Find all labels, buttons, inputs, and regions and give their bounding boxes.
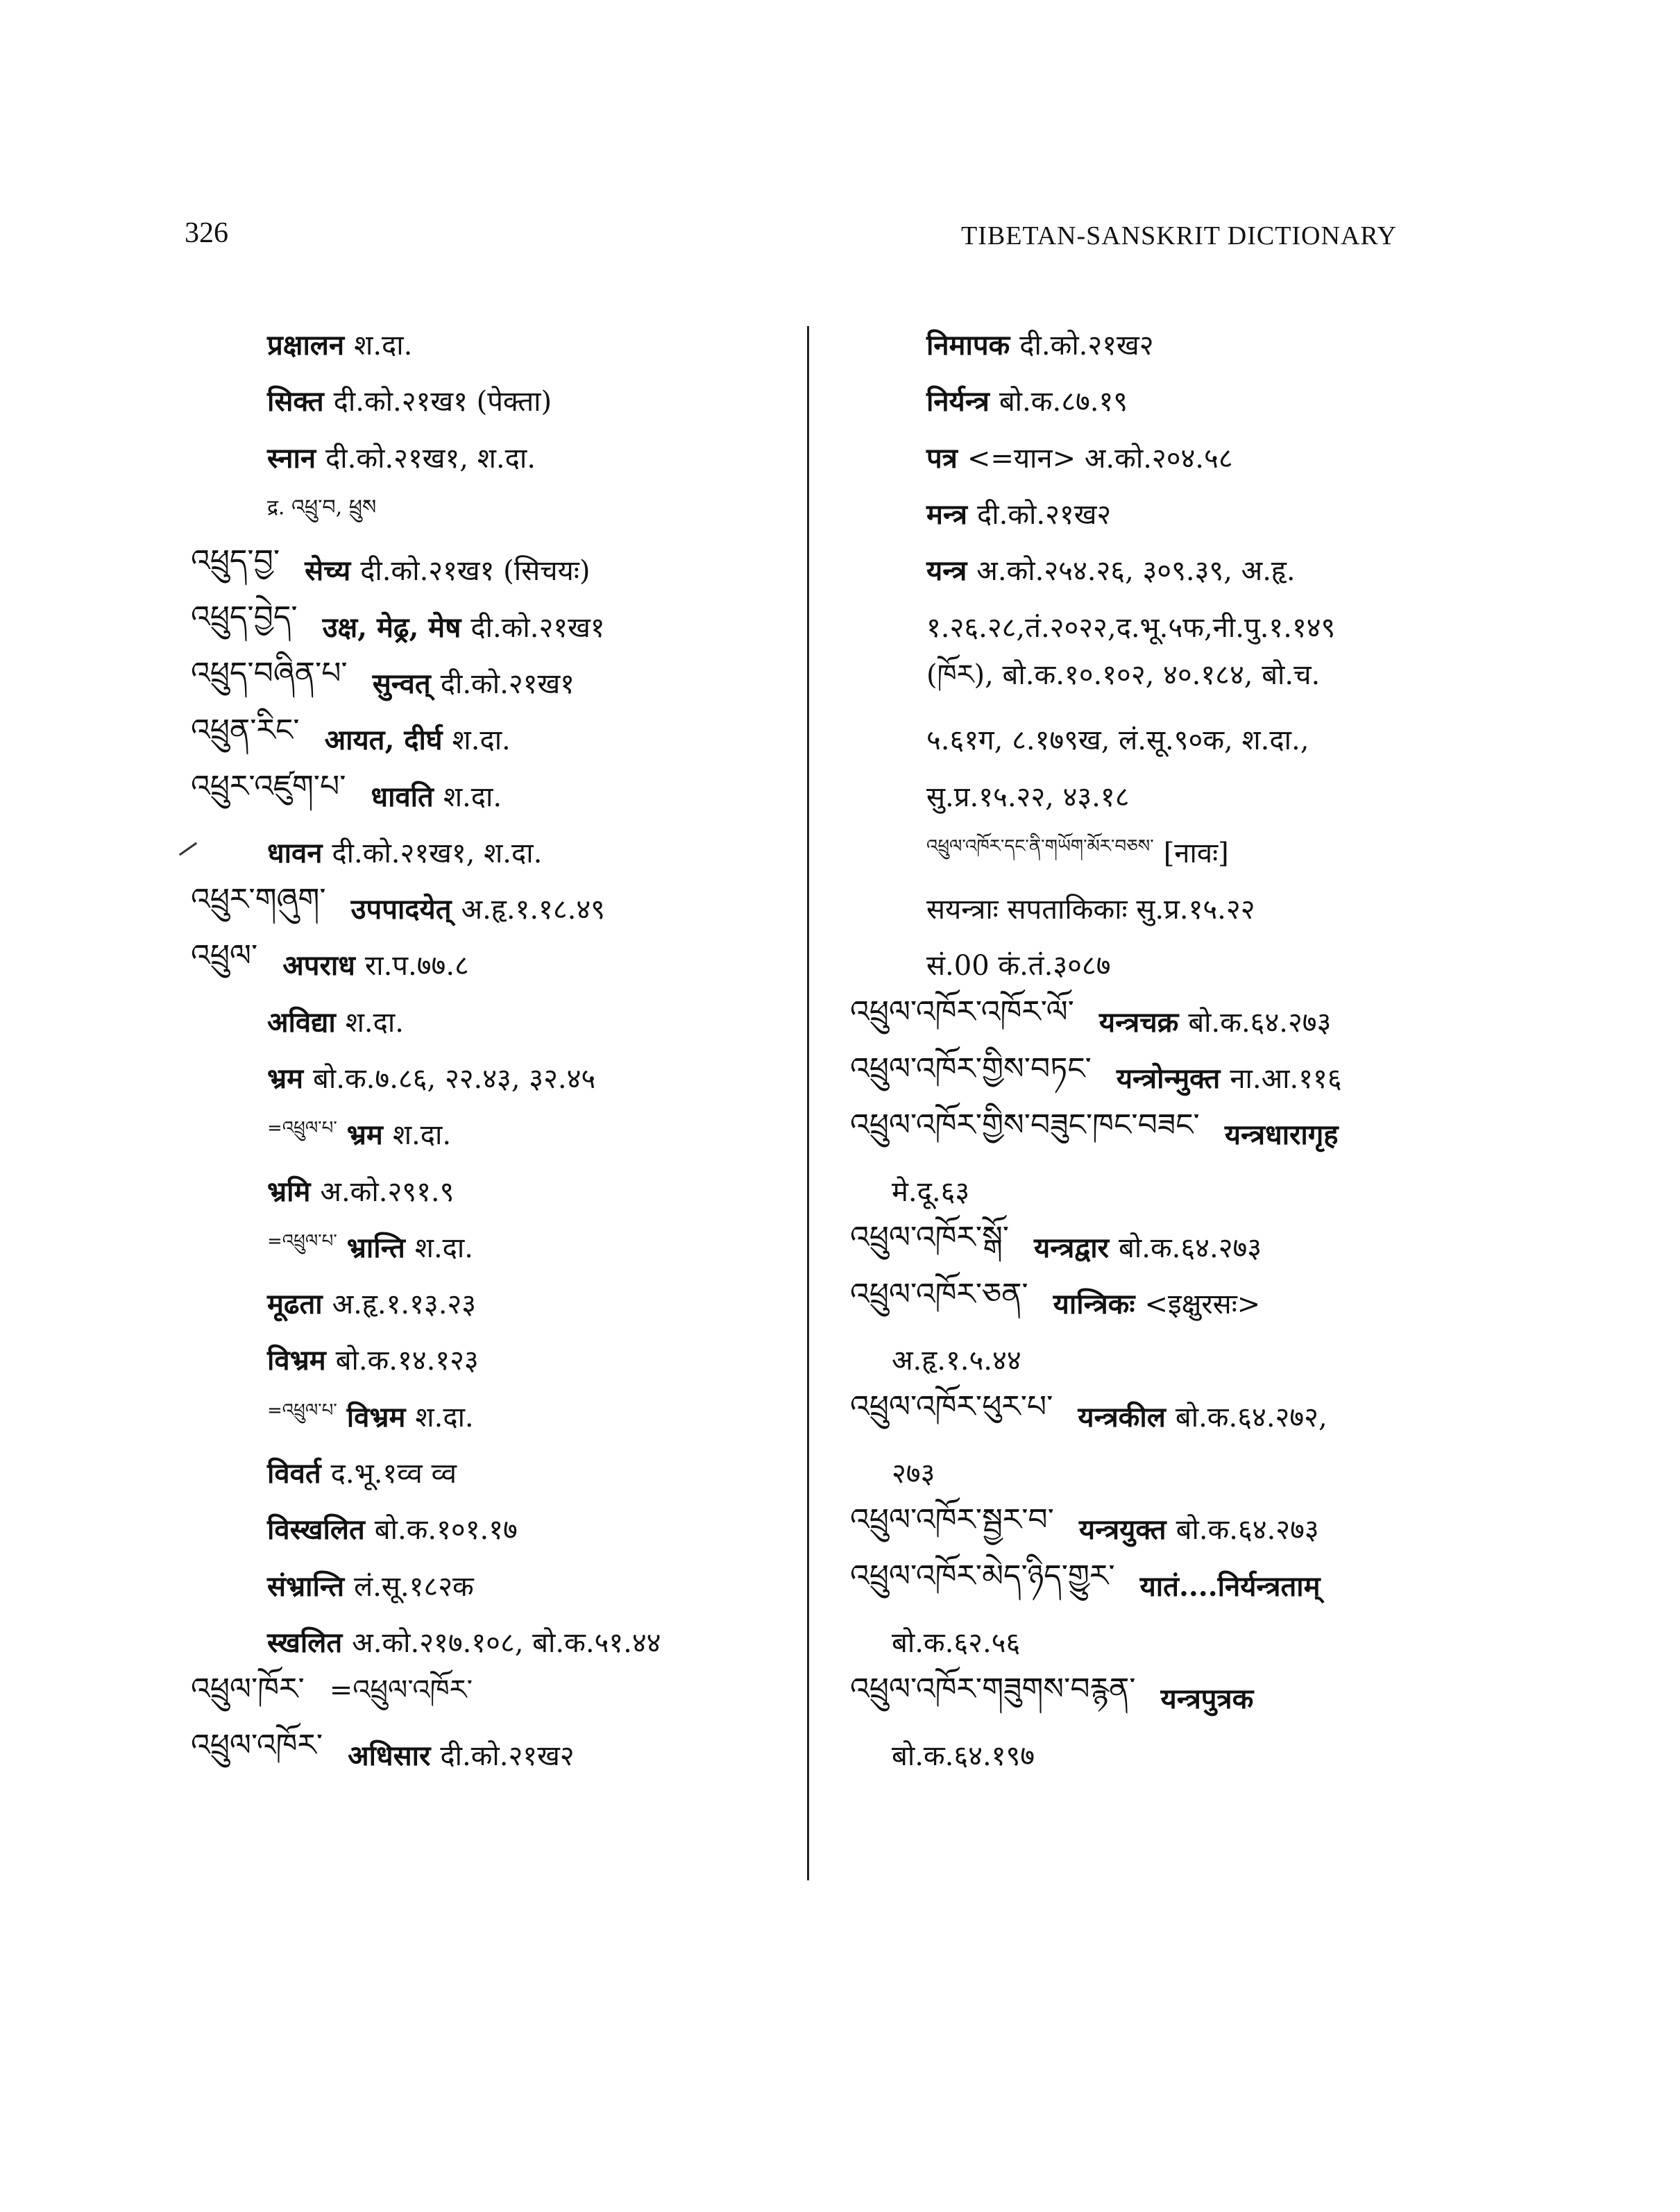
dictionary-entry-line [850, 372, 1475, 428]
source-reference: दी.को.२१ख१ [440, 667, 575, 700]
source-reference: श.दा. [392, 1119, 452, 1152]
source-reference: दी.को.२१ख१ [470, 611, 605, 644]
source-reference: ना.आ.११६ [1230, 1063, 1342, 1095]
sanskrit-equivalent: विस्खलित [267, 1513, 365, 1547]
dictionary-entry-line [850, 316, 1475, 372]
tibetan-headword: འཕྲུལ་འཁོར་མེད་ཉིད་གྱུར་ [850, 1558, 1115, 1594]
source-reference: दी.को.२१ख१, श.दा. [332, 837, 543, 869]
sanskrit-equivalent: भ्रमि [267, 1175, 311, 1208]
sanskrit-equivalent: उपपादयेत् [350, 893, 452, 926]
dictionary-entry-line [850, 711, 1475, 767]
sanskrit-equivalent: यन्त्रकील [1078, 1400, 1166, 1433]
dictionary-entry-line [191, 372, 801, 428]
dictionary-entry-line [191, 1331, 801, 1387]
source-reference: अ.को.२१७.१०८, बो.क.५१.४४ [352, 1626, 661, 1659]
dictionary-entry-line [850, 824, 1475, 880]
source-reference: लं.सू.१८२क [354, 1570, 474, 1603]
sanskrit-equivalent: सिक्त [267, 385, 324, 418]
source-reference: दी.को.२१ख१ (पेक्ता) [333, 386, 552, 418]
tibetan-headword: འཕྲུལ་ཁོར་ [191, 1671, 305, 1707]
dictionary-entry-line [191, 1444, 801, 1500]
sanskrit-equivalent: स्नान [267, 441, 316, 475]
source-reference: सयन्त्राः सपताकिकाः सु.प्र.१५.२२ [926, 894, 1255, 926]
source-reference: १.२६.२८,तं.२०२२,द.भू.५फ,नी.पु.१.१४९ [926, 611, 1336, 644]
source-reference: २७३ [892, 1458, 935, 1490]
tibetan-headword: འཕྲུལ་འཁོར་སྦྱར་བ་ [850, 1501, 1054, 1538]
source-reference: बो.क.१०१.१७ [374, 1514, 518, 1547]
source-reference: अ.को.२९१.९ [320, 1175, 455, 1208]
source-reference: दी.को.२१ख१, श.दा. [325, 442, 536, 475]
source-reference: अ.को.२५४.२६, ३०९.३९, अ.हृ. [976, 555, 1296, 588]
dictionary-entry-line [850, 485, 1475, 541]
source-reference: द्र. འཕྲུ་བ, ཕྲུས [267, 495, 377, 520]
sanskrit-equivalent: यन्त्रयुक्त [1078, 1513, 1166, 1547]
dictionary-entry-line [191, 1218, 801, 1275]
tibetan-headword: འཕྲུད་བྱ་ [191, 543, 280, 579]
source-reference: <=यान> अ.को.२०४.५८ [967, 442, 1233, 475]
tibetan-headword: འཕྲུལ་འཁོར་འཁོར་ལོ་ [850, 994, 1074, 1030]
tibetan-headword: འཕྲུལ་འཁོར་དང་ནི་གཡོག་མོར་བཅས་ [926, 835, 1154, 857]
tibetan-headword: =འཕྲུལ་པ་ [267, 1118, 337, 1139]
dictionary-entry-line [850, 1669, 1475, 1726]
dictionary-entry-line [850, 429, 1475, 485]
right-column [850, 316, 1475, 1783]
dictionary-entry-line [191, 316, 801, 372]
dictionary-entry-line [191, 1275, 801, 1331]
source-reference: बो.क.६४.२७३ [1176, 1514, 1319, 1547]
sanskrit-equivalent: निमापक [926, 329, 1010, 362]
sanskrit-equivalent: यातं....निर्यन्त्रताम् [1139, 1569, 1321, 1603]
dictionary-entry-line [191, 1726, 801, 1782]
tibetan-headword: འཕྲུར་གཞུག་ [191, 881, 326, 917]
source-reference: अ.हृ.१.१३.२३ [332, 1288, 477, 1321]
tibetan-headword: འཕྲུལ་འཁོར་ [191, 1728, 323, 1764]
dictionary-entry-line [191, 936, 801, 992]
source-reference: श.दा. [452, 724, 511, 757]
source-reference: बो.क.६४.२७२, [1175, 1401, 1327, 1433]
sanskrit-equivalent: विभ्रम [346, 1400, 406, 1433]
sanskrit-equivalent: यन्त्रचक्र [1098, 1005, 1179, 1039]
tibetan-headword: འཕྲུན་རིང་ [191, 712, 300, 748]
source-reference: [नावः] [1163, 837, 1229, 869]
dictionary-entry-line [850, 880, 1475, 936]
sanskrit-equivalent: स्खलित [267, 1626, 343, 1659]
dictionary-entry-line [191, 767, 801, 823]
source-reference: बो.क.१४.१२३ [335, 1345, 479, 1377]
dictionary-entry-line [191, 880, 801, 936]
source-reference: सं.00 कं.तं.३०८७ [926, 950, 1111, 982]
source-reference: दी.को.२१ख२ [1019, 330, 1154, 362]
sanskrit-equivalent: धावति [371, 780, 434, 813]
source-reference: श.दा. [354, 330, 413, 362]
dictionary-entry-line [191, 1500, 801, 1556]
source-reference: दी.को.२१ख१ (सिचयः) [360, 555, 591, 588]
sanskrit-equivalent: अपराध [282, 949, 355, 982]
sanskrit-equivalent: यान्त्रिकः [1053, 1288, 1135, 1321]
tibetan-headword: =འཕྲུལ་པ་ [267, 1230, 337, 1252]
tibetan-headword: འཕྲུལ་འཁོར་སྒོ་ [850, 1220, 1010, 1256]
dictionary-entry-line [850, 654, 1475, 711]
dictionary-entry-line [850, 1388, 1475, 1444]
dictionary-entry-line [191, 429, 801, 485]
sanskrit-equivalent: यन्त्र [926, 554, 967, 588]
source-reference: श.दा. [414, 1232, 473, 1264]
source-reference: ५.६१ग, ८.१७९ख, लं.सू.९०क, श.दा., [926, 724, 1309, 757]
sanskrit-equivalent: आयत, दीर्घ [324, 724, 443, 757]
sanskrit-equivalent: धावन [267, 836, 323, 869]
source-reference: बो.क.६४.२७३ [1119, 1232, 1262, 1264]
source-reference: (ཁོར), बो.क.१०.१०२, ४०.१८४, बो.च. [926, 658, 1321, 691]
source-reference: दी.को.२१ख२ [977, 499, 1112, 531]
sanskrit-equivalent: संभ्रान्ति [267, 1569, 344, 1603]
source-reference: बो.क.६२.५६ [892, 1626, 1021, 1659]
tibetan-headword: འཕྲུལ་འཁོར་གཟུགས་བརྙན་ [850, 1671, 1136, 1707]
left-column [191, 316, 801, 1783]
dictionary-entry-line [850, 541, 1475, 597]
tibetan-headword: འཕྲུད་བཞིན་པ་ [191, 656, 348, 692]
tibetan-headword: འཕྲུར་འཛུག་པ་ [191, 769, 346, 805]
sanskrit-equivalent: मन्त्र [926, 498, 967, 531]
dictionary-entry-line [191, 993, 801, 1049]
dictionary-entry-line [191, 1388, 801, 1444]
source-reference: श.दा. [443, 781, 502, 813]
dictionary-entry-line [850, 767, 1475, 823]
sanskrit-equivalent: सेच्य [305, 554, 351, 588]
source-reference: बो.क.७.८६, २२.४३, ३२.४५ [313, 1063, 596, 1095]
sanskrit-equivalent: विवर्त [267, 1457, 321, 1490]
source-reference: बो.क.८७.१९ [999, 386, 1128, 418]
sanskrit-equivalent: भ्रम [267, 1062, 304, 1095]
dictionary-entry-line [191, 1557, 801, 1613]
sanskrit-equivalent: भ्रान्ति [346, 1231, 405, 1264]
source-reference: द.भू.१व्व व्व [330, 1458, 457, 1490]
sanskrit-equivalent: अधिसार [348, 1739, 431, 1772]
page-number: 326 [185, 217, 228, 249]
dictionary-entry-line [850, 1726, 1475, 1782]
tibetan-headword: འཕྲུལ་འཁོར་གྱིས་བཟུང་ཁང་བཟང་ [850, 1107, 1200, 1143]
column-divider [807, 326, 809, 1880]
dictionary-entry-line [191, 1105, 801, 1162]
source-reference: <इक्षुरसः> [1144, 1288, 1261, 1321]
tibetan-headword: འཕྲུལ་འཁོར་ཅན་ [850, 1276, 1028, 1312]
dictionary-entry-line [850, 1275, 1475, 1331]
dictionary-entry-line [191, 1162, 801, 1218]
sanskrit-equivalent: प्रक्षालन [267, 329, 345, 362]
sanskrit-equivalent: यन्त्रधारागृह [1224, 1118, 1339, 1152]
source-reference: श.दा. [345, 1006, 404, 1039]
tibetan-headword: འཕྲུལ་ [191, 937, 258, 973]
source-reference: मे.दू.६३ [892, 1175, 970, 1208]
sanskrit-equivalent: अविद्या [267, 1005, 336, 1039]
dictionary-entry-line [191, 1049, 801, 1105]
running-head: TIBETAN-SANSKRIT DICTIONARY [961, 221, 1398, 250]
source-reference: रा.प.७७.८ [364, 950, 469, 982]
sanskrit-equivalent: मूढता [267, 1288, 323, 1321]
source-reference: बो.क.६४.२७३ [1188, 1006, 1332, 1039]
sanskrit-equivalent: पत्र [926, 441, 958, 475]
sanskrit-equivalent: यन्त्रद्वार [1034, 1231, 1110, 1264]
sanskrit-equivalent: भ्रम [346, 1118, 383, 1152]
source-reference: =འཕྲུལ་འཁོར་ [329, 1674, 473, 1707]
tibetan-headword: འཕྲུལ་འཁོར་ཕུར་པ་ [850, 1389, 1053, 1425]
sanskrit-equivalent: यन्त्रपुत्रक [1160, 1683, 1254, 1716]
source-reference: अ.हृ.१.१८.४९ [461, 894, 605, 926]
dictionary-entry-line [850, 1105, 1475, 1162]
sanskrit-equivalent: निर्यन्त्र [926, 385, 990, 418]
tibetan-headword: =འཕྲུལ་པ་ [267, 1399, 337, 1421]
source-reference: दी.को.२१ख२ [440, 1739, 575, 1772]
sanskrit-equivalent: सुन्वत् [372, 667, 431, 700]
sanskrit-equivalent: उक्ष, मेढ्र, मेष [322, 611, 461, 644]
sanskrit-equivalent: यन्त्रोन्मुक्त [1116, 1062, 1221, 1095]
dictionary-entry-line [191, 485, 801, 541]
source-reference: सु.प्र.१५.२२, ४३.१८ [926, 781, 1130, 813]
dictionary-entry-line [850, 1557, 1475, 1613]
tibetan-headword: འཕྲུད་བྱེད་ [191, 599, 298, 636]
source-reference: श.दा. [415, 1401, 474, 1433]
tibetan-headword: འཕྲུལ་འཁོར་གྱིས་བཏང་ [850, 1050, 1092, 1087]
sanskrit-equivalent: विभ्रम [267, 1344, 326, 1377]
source-reference: अ.हृ.१.५.४४ [892, 1345, 1021, 1377]
source-reference: बो.क.६४.१९७ [892, 1739, 1035, 1772]
